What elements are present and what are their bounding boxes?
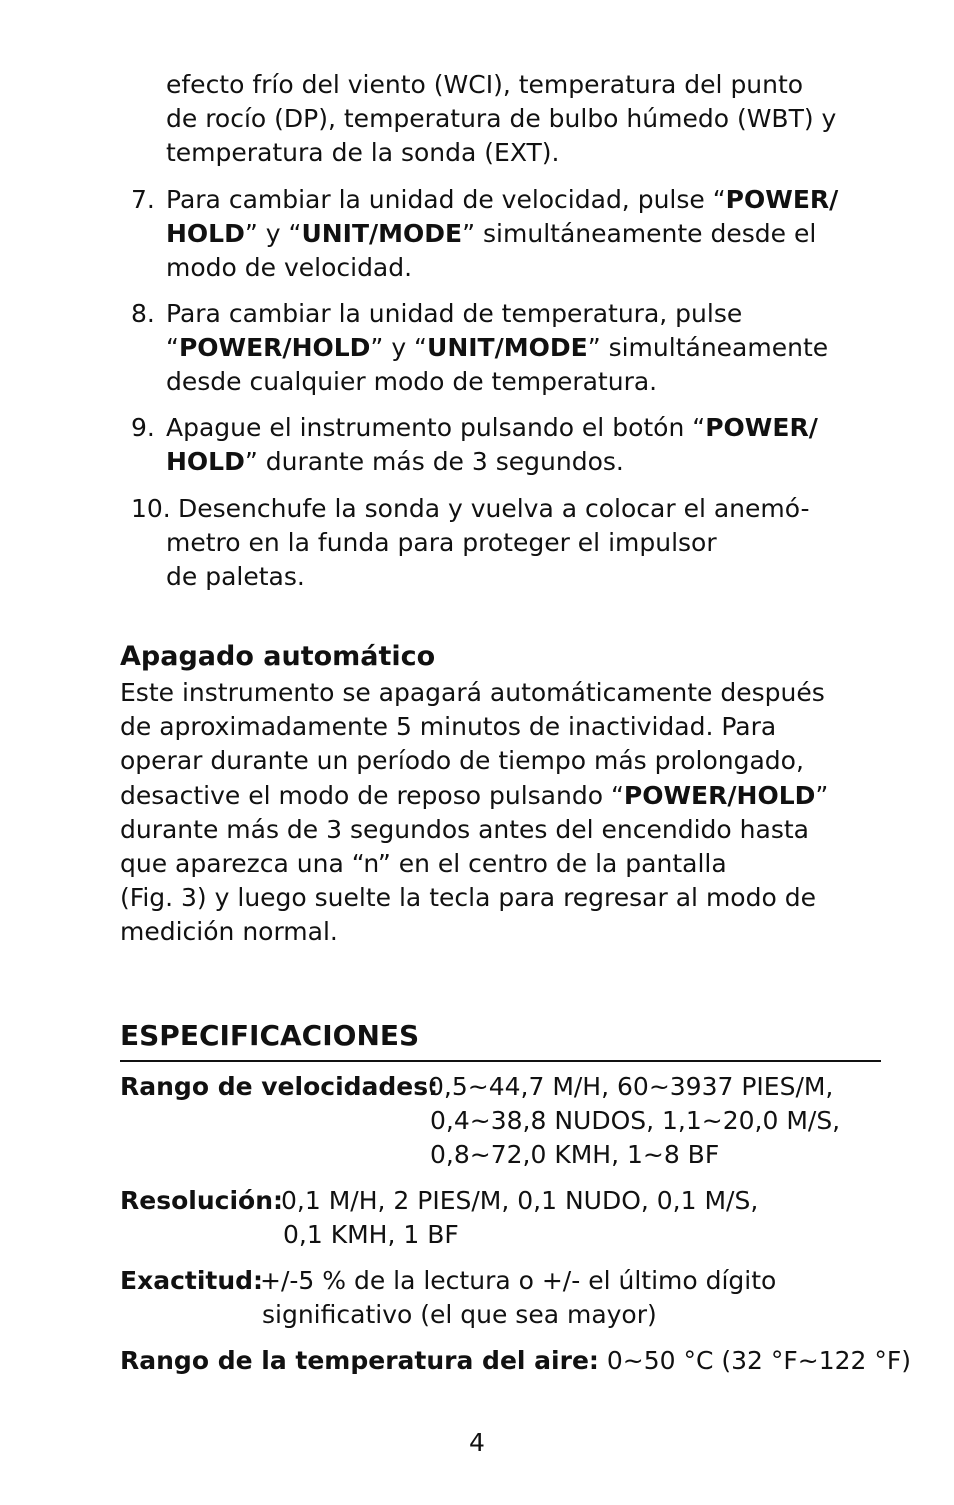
step-10-line: metro en la funda para proteger el impulsor <box>166 528 717 557</box>
spec-value-line: 0,1 KMH, 1 BF <box>283 1220 459 1249</box>
spec-label-accuracy: Exactitud: <box>120 1266 264 1295</box>
step-10-line: Desenchufe la sonda y vuelva a colocar el anemó- <box>178 494 810 523</box>
step-8-line: Para cambiar la unidad de temperatura, pulse <box>166 299 743 328</box>
step-10-line: de paletas. <box>166 562 305 591</box>
paragraph-line: Este instrumento se apagará automáticamente después <box>120 678 825 707</box>
page-number: 4 <box>469 1428 485 1457</box>
paragraph-line: que aparezca una “n” en el centro de la pantalla <box>120 849 727 878</box>
step-9-line: HOLD” durante más de 3 segundos. <box>166 447 624 476</box>
paragraph-line: de aproximadamente 5 minutos de inactividad. Para <box>120 712 777 741</box>
spec-label-resolution: Resolución: <box>120 1186 283 1215</box>
step-7-line: Para cambiar la unidad de velocidad, pulse “POWER/ <box>166 185 839 214</box>
step-number: 8. <box>131 299 155 328</box>
intro-line: temperatura de la sonda (EXT). <box>166 138 560 167</box>
spec-value-air-temp: 0~50 °C (32 °F~122 °F) <box>606 1346 912 1375</box>
step-number: 10. <box>131 494 171 523</box>
section-heading-auto-off: Apagado automático <box>120 641 436 672</box>
spec-air-temp <box>120 1344 911 1378</box>
section-heading-specs: ESPECIFICACIONES <box>120 1019 420 1052</box>
spec-label-air-temp: Rango de la temperatura del aire: <box>120 1346 599 1375</box>
step-number: 7. <box>131 185 155 214</box>
step-number: 9. <box>131 413 155 442</box>
section-divider <box>120 1060 881 1062</box>
paragraph-line: durante más de 3 segundos antes del encendido hasta <box>120 815 809 844</box>
spec-label-speed-range: Rango de velocidades: <box>120 1072 439 1101</box>
spec-value-line: 0,4~38,8 NUDOS, 1,1~20,0 M/S, <box>430 1106 841 1135</box>
intro-line: efecto frío del viento (WCI), temperatura del punto <box>166 70 804 99</box>
paragraph-line: desactive el modo de reposo pulsando “POWER/HOLD” <box>120 781 829 810</box>
step-9-line: Apague el instrumento pulsando el botón “POWER/ <box>166 413 818 442</box>
step-7-line: modo de velocidad. <box>166 253 413 282</box>
paragraph-line: operar durante un período de tiempo más prolongado, <box>120 746 804 775</box>
paragraph-line: medición normal. <box>120 917 338 946</box>
spec-value-line: 0,1 M/H, 2 PIES/M, 0,1 NUDO, 0,1 M/S, <box>281 1186 759 1215</box>
spec-value-line: 0,5~44,7 M/H, 60~3937 PIES/M, <box>428 1072 834 1101</box>
step-8-line: “POWER/HOLD” y “UNIT/MODE” simultáneamente <box>166 333 829 362</box>
step-7-line: HOLD” y “UNIT/MODE” simultáneamente desde el <box>166 219 817 248</box>
step-8-line: desde cualquier modo de temperatura. <box>166 367 658 396</box>
spec-value-line: +/-5 % de la lectura o +/- el último dígito <box>260 1266 777 1295</box>
spec-value-line: 0,8~72,0 KMH, 1~8 BF <box>430 1140 720 1169</box>
paragraph-line: (Fig. 3) y luego suelte la tecla para regresar al modo de <box>120 883 816 912</box>
spec-value-line: significativo (el que sea mayor) <box>262 1300 657 1329</box>
intro-line: de rocío (DP), temperatura de bulbo húmedo (WBT) y <box>166 104 837 133</box>
